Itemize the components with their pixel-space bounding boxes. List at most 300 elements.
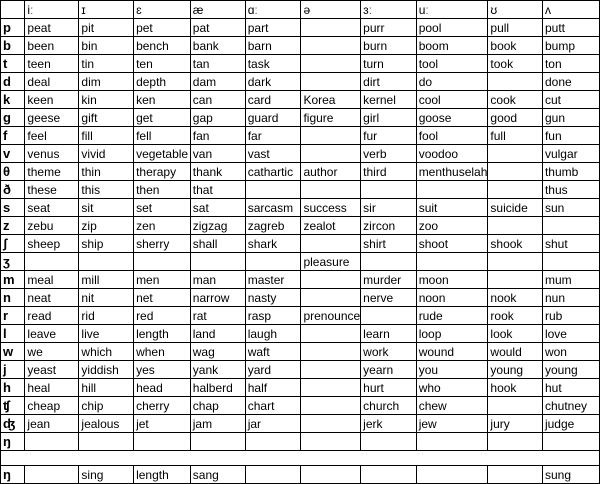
word-cell[interactable] — [488, 433, 543, 451]
word-cell[interactable] — [301, 379, 361, 397]
word-cell[interactable]: goose — [416, 109, 488, 127]
word-cell[interactable] — [301, 415, 361, 433]
word-cell[interactable]: rub — [542, 307, 599, 325]
word-cell[interactable]: yank — [190, 361, 245, 379]
consonant-row — [1, 19, 600, 37]
word-cell[interactable] — [542, 217, 599, 235]
word-cell[interactable]: love — [542, 325, 599, 343]
spacer-cell — [134, 451, 191, 466]
word-cell[interactable]: third — [361, 163, 417, 181]
word-cell[interactable] — [488, 145, 543, 163]
word-cell[interactable]: good — [488, 109, 543, 127]
word-cell[interactable]: jew — [416, 415, 488, 433]
consonant-label: m — [1, 271, 25, 289]
spacer-cell — [361, 451, 417, 466]
word-cell[interactable] — [190, 253, 245, 271]
word-cell[interactable]: chew — [416, 397, 488, 415]
word-cell[interactable]: ken — [134, 91, 191, 109]
word-cell[interactable] — [301, 271, 361, 289]
consonant-label: ʃ — [1, 235, 25, 253]
word-cell[interactable]: zagreb — [245, 217, 301, 235]
word-cell[interactable]: waft — [245, 343, 301, 361]
consonant-label: ʒ — [1, 253, 25, 271]
word-cell[interactable]: gift — [79, 109, 134, 127]
word-cell[interactable]: pet — [134, 19, 191, 37]
word-cell[interactable]: do — [416, 73, 488, 91]
word-cell[interactable]: that — [190, 181, 245, 199]
word-cell[interactable]: zip — [79, 217, 134, 235]
word-cell[interactable]: laugh — [245, 325, 301, 343]
consonant-label: s — [1, 199, 25, 217]
consonant-row — [1, 145, 600, 163]
word-cell[interactable]: zoo — [416, 217, 488, 235]
word-cell[interactable]: card — [245, 91, 301, 109]
word-cell[interactable]: nook — [488, 289, 543, 307]
word-cell[interactable] — [25, 253, 79, 271]
word-cell[interactable] — [542, 433, 599, 451]
word-cell[interactable]: thin — [79, 163, 134, 181]
consonant-label: n — [1, 289, 25, 307]
word-cell[interactable]: hook — [488, 379, 543, 397]
word-cell[interactable]: fun — [542, 127, 599, 145]
word-cell[interactable]: noon — [416, 289, 488, 307]
word-cell[interactable]: ten — [134, 55, 191, 73]
consonant-label: l — [1, 325, 25, 343]
word-cell[interactable]: pit — [79, 19, 134, 37]
word-cell[interactable]: zebu — [25, 217, 79, 235]
consonant-row — [1, 73, 600, 91]
consonant-row — [1, 433, 600, 451]
word-cell[interactable]: shut — [542, 235, 599, 253]
word-cell[interactable]: jam — [190, 415, 245, 433]
consonant-row — [1, 397, 600, 415]
consonant-row — [1, 343, 600, 361]
word-cell[interactable] — [488, 73, 543, 91]
word-cell[interactable]: won — [542, 343, 599, 361]
corner-cell — [1, 1, 25, 19]
word-cell[interactable]: length — [134, 325, 191, 343]
word-cell[interactable]: book — [488, 37, 543, 55]
word-cell[interactable]: sang — [190, 466, 245, 484]
word-cell[interactable]: yearn — [361, 361, 417, 379]
word-cell[interactable]: neat — [25, 289, 79, 307]
word-cell[interactable]: pool — [416, 19, 488, 37]
word-cell[interactable]: loop — [416, 325, 488, 343]
word-cell[interactable] — [488, 181, 543, 199]
word-cell[interactable]: rude — [416, 307, 488, 325]
word-cell[interactable]: van — [190, 145, 245, 163]
word-cell[interactable]: dirt — [361, 73, 417, 91]
word-cell[interactable]: putt — [542, 19, 599, 37]
word-cell[interactable]: fan — [190, 127, 245, 145]
word-cell[interactable] — [361, 307, 417, 325]
word-cell[interactable]: tan — [190, 55, 245, 73]
word-cell[interactable]: yard — [245, 361, 301, 379]
consonant-label: f — [1, 127, 25, 145]
consonant-label: ʧ — [1, 397, 25, 415]
word-cell[interactable]: guard — [245, 109, 301, 127]
consonant-label: r — [1, 307, 25, 325]
word-cell[interactable]: tin — [79, 55, 134, 73]
word-cell[interactable] — [488, 253, 543, 271]
word-cell[interactable] — [79, 433, 134, 451]
consonant-row — [1, 163, 600, 181]
word-cell[interactable]: turn — [361, 55, 417, 73]
word-cell[interactable] — [301, 37, 361, 55]
vowel-header: iː — [25, 1, 79, 19]
word-cell[interactable]: mill — [79, 271, 134, 289]
word-cell[interactable]: figure — [301, 109, 361, 127]
consonant-row — [1, 325, 600, 343]
word-cell[interactable]: sun — [542, 199, 599, 217]
word-cell[interactable]: author — [301, 163, 361, 181]
word-cell[interactable] — [301, 127, 361, 145]
word-cell[interactable]: vegetable — [134, 145, 191, 163]
word-cell[interactable]: pleasure — [301, 253, 361, 271]
word-cell[interactable]: peat — [25, 19, 79, 37]
word-cell[interactable]: get — [134, 109, 191, 127]
consonant-label: b — [1, 37, 25, 55]
word-cell[interactable]: shook — [488, 235, 543, 253]
word-cell[interactable] — [488, 217, 543, 235]
word-cell[interactable] — [301, 145, 361, 163]
word-cell[interactable]: jar — [245, 415, 301, 433]
word-cell[interactable]: thank — [190, 163, 245, 181]
word-cell[interactable]: would — [488, 343, 543, 361]
consonant-label: ŋ — [1, 466, 25, 484]
word-cell[interactable] — [301, 19, 361, 37]
word-cell[interactable] — [190, 433, 245, 451]
word-cell[interactable]: took — [488, 55, 543, 73]
word-cell[interactable] — [25, 466, 79, 484]
word-cell[interactable]: man — [190, 271, 245, 289]
consonant-row — [1, 91, 600, 109]
word-cell[interactable]: far — [245, 127, 301, 145]
word-cell[interactable] — [301, 55, 361, 73]
word-cell[interactable]: set — [134, 199, 191, 217]
word-cell[interactable]: sung — [542, 466, 599, 484]
word-cell[interactable]: voodoo — [416, 145, 488, 163]
word-cell[interactable]: keen — [25, 91, 79, 109]
word-cell[interactable] — [416, 181, 488, 199]
word-cell[interactable]: suicide — [488, 199, 543, 217]
word-cell[interactable]: thus — [542, 181, 599, 199]
word-cell[interactable]: success — [301, 199, 361, 217]
word-cell[interactable]: dam — [190, 73, 245, 91]
word-cell[interactable]: vast — [245, 145, 301, 163]
word-cell[interactable]: halberd — [190, 379, 245, 397]
word-cell[interactable]: chart — [245, 397, 301, 415]
word-cell[interactable]: full — [488, 127, 543, 145]
vowel-header: ə — [301, 1, 361, 19]
word-cell[interactable]: jet — [134, 415, 191, 433]
word-cell[interactable] — [25, 433, 79, 451]
word-cell[interactable]: these — [25, 181, 79, 199]
word-cell[interactable]: land — [190, 325, 245, 343]
word-cell[interactable]: length — [134, 466, 191, 484]
word-cell[interactable]: which — [79, 343, 134, 361]
spacer-cell — [245, 451, 301, 466]
spacer-cell — [190, 451, 245, 466]
word-cell[interactable] — [301, 361, 361, 379]
word-cell[interactable]: bin — [79, 37, 134, 55]
word-cell[interactable]: sat — [190, 199, 245, 217]
word-cell[interactable]: girl — [361, 109, 417, 127]
word-cell[interactable]: nit — [79, 289, 134, 307]
word-cell[interactable]: seat — [25, 199, 79, 217]
word-cell[interactable]: nerve — [361, 289, 417, 307]
word-cell[interactable]: meal — [25, 271, 79, 289]
word-cell[interactable] — [134, 433, 191, 451]
word-cell[interactable] — [245, 181, 301, 199]
word-cell[interactable]: half — [245, 379, 301, 397]
word-cell[interactable]: murder — [361, 271, 417, 289]
word-cell[interactable]: rook — [488, 307, 543, 325]
consonant-label: ŋ — [1, 433, 25, 451]
word-cell[interactable]: kin — [79, 91, 134, 109]
word-cell[interactable]: church — [361, 397, 417, 415]
word-cell[interactable]: jerk — [361, 415, 417, 433]
word-cell[interactable] — [134, 253, 191, 271]
word-cell[interactable]: narrow — [190, 289, 245, 307]
word-cell[interactable]: rid — [79, 307, 134, 325]
word-cell[interactable]: dim — [79, 73, 134, 91]
word-cell[interactable]: barn — [245, 37, 301, 55]
word-cell[interactable]: moon — [416, 271, 488, 289]
word-cell[interactable]: nun — [542, 289, 599, 307]
word-cell[interactable]: geese — [25, 109, 79, 127]
spacer-cell — [542, 451, 599, 466]
word-cell[interactable]: shall — [190, 235, 245, 253]
word-cell[interactable]: fool — [416, 127, 488, 145]
word-cell[interactable]: shark — [245, 235, 301, 253]
consonant-row — [1, 466, 600, 484]
word-cell[interactable]: dark — [245, 73, 301, 91]
word-cell[interactable]: live — [79, 325, 134, 343]
word-cell[interactable] — [301, 289, 361, 307]
word-cell[interactable]: fur — [361, 127, 417, 145]
word-cell[interactable]: boom — [416, 37, 488, 55]
word-cell[interactable]: cool — [416, 91, 488, 109]
word-cell[interactable]: sing — [79, 466, 134, 484]
word-cell[interactable] — [488, 397, 543, 415]
word-cell[interactable]: judge — [542, 415, 599, 433]
word-cell[interactable] — [361, 466, 417, 484]
word-cell[interactable]: cherry — [134, 397, 191, 415]
word-cell[interactable]: sir — [361, 199, 417, 217]
word-cell[interactable] — [361, 433, 417, 451]
word-cell[interactable]: zircon — [361, 217, 417, 235]
word-cell[interactable] — [245, 466, 301, 484]
word-cell[interactable]: who — [416, 379, 488, 397]
consonant-row — [1, 361, 600, 379]
word-cell[interactable]: gun — [542, 109, 599, 127]
word-cell[interactable]: zen — [134, 217, 191, 235]
vowel-header: ʊ — [488, 1, 543, 19]
word-cell[interactable]: purr — [361, 19, 417, 37]
word-cell[interactable]: head — [134, 379, 191, 397]
word-cell[interactable]: sarcasm — [245, 199, 301, 217]
word-cell[interactable] — [416, 253, 488, 271]
word-cell[interactable]: part — [245, 19, 301, 37]
word-cell[interactable]: hut — [542, 379, 599, 397]
word-cell[interactable]: pat — [190, 19, 245, 37]
word-cell[interactable]: shirt — [361, 235, 417, 253]
word-cell[interactable]: kernel — [361, 91, 417, 109]
consonant-label: t — [1, 55, 25, 73]
word-cell[interactable]: yiddish — [79, 361, 134, 379]
word-cell[interactable]: hurt — [361, 379, 417, 397]
word-cell[interactable]: tool — [416, 55, 488, 73]
word-cell[interactable]: sheep — [25, 235, 79, 253]
word-cell[interactable] — [301, 397, 361, 415]
word-cell[interactable]: theme — [25, 163, 79, 181]
word-cell[interactable]: nasty — [245, 289, 301, 307]
consonant-row — [1, 127, 600, 145]
word-cell[interactable]: burn — [361, 37, 417, 55]
word-cell[interactable] — [245, 433, 301, 451]
word-cell[interactable]: menthuselah — [416, 163, 488, 181]
consonant-label: ɡ — [1, 109, 25, 127]
word-cell[interactable]: zealot — [301, 217, 361, 235]
word-cell[interactable]: thumb — [542, 163, 599, 181]
word-cell[interactable] — [245, 253, 301, 271]
word-cell[interactable]: cathartic — [245, 163, 301, 181]
word-cell[interactable] — [416, 466, 488, 484]
word-cell[interactable]: work — [361, 343, 417, 361]
word-cell[interactable]: red — [134, 307, 191, 325]
word-cell[interactable]: you — [416, 361, 488, 379]
word-cell[interactable]: bank — [190, 37, 245, 55]
spacer-cell — [79, 451, 134, 466]
word-cell[interactable] — [361, 181, 417, 199]
word-cell[interactable]: master — [245, 271, 301, 289]
consonant-row — [1, 235, 600, 253]
vowel-header: ʌ — [542, 1, 599, 19]
word-cell[interactable]: vulgar — [542, 145, 599, 163]
word-cell[interactable]: cheap — [25, 397, 79, 415]
word-cell[interactable]: bench — [134, 37, 191, 55]
word-cell[interactable]: look — [488, 325, 543, 343]
word-cell[interactable]: yeast — [25, 361, 79, 379]
word-cell[interactable]: teen — [25, 55, 79, 73]
word-cell[interactable]: this — [79, 181, 134, 199]
word-cell[interactable]: rat — [190, 307, 245, 325]
consonant-label: h — [1, 379, 25, 397]
word-cell[interactable] — [79, 253, 134, 271]
word-cell[interactable]: heal — [25, 379, 79, 397]
word-cell[interactable]: jealous — [79, 415, 134, 433]
word-cell[interactable]: hill — [79, 379, 134, 397]
vowel-header: æ — [190, 1, 245, 19]
consonant-row — [1, 253, 600, 271]
word-cell[interactable]: cook — [488, 91, 543, 109]
word-cell[interactable] — [301, 433, 361, 451]
word-cell[interactable] — [301, 466, 361, 484]
word-cell[interactable] — [301, 325, 361, 343]
word-cell[interactable] — [301, 343, 361, 361]
word-cell[interactable]: wag — [190, 343, 245, 361]
vowel-header-row — [1, 1, 600, 19]
word-cell[interactable]: Korea — [301, 91, 361, 109]
word-cell[interactable]: ship — [79, 235, 134, 253]
word-cell[interactable] — [361, 253, 417, 271]
word-cell[interactable]: feel — [25, 127, 79, 145]
word-cell[interactable]: wound — [416, 343, 488, 361]
consonant-row — [1, 217, 600, 235]
word-cell[interactable] — [488, 163, 543, 181]
word-cell[interactable] — [301, 235, 361, 253]
word-cell[interactable]: venus — [25, 145, 79, 163]
word-cell[interactable]: leave — [25, 325, 79, 343]
word-cell[interactable]: we — [25, 343, 79, 361]
word-cell[interactable]: net — [134, 289, 191, 307]
word-cell[interactable]: read — [25, 307, 79, 325]
word-cell[interactable]: deal — [25, 73, 79, 91]
word-cell[interactable]: chip — [79, 397, 134, 415]
word-cell[interactable]: young — [542, 361, 599, 379]
word-cell[interactable]: suit — [416, 199, 488, 217]
word-cell[interactable]: men — [134, 271, 191, 289]
grid-body — [1, 19, 600, 484]
word-cell[interactable]: mum — [542, 271, 599, 289]
word-cell[interactable]: chap — [190, 397, 245, 415]
word-cell[interactable]: can — [190, 91, 245, 109]
word-cell[interactable]: young — [488, 361, 543, 379]
word-cell[interactable]: vivid — [79, 145, 134, 163]
word-cell[interactable] — [301, 73, 361, 91]
word-cell[interactable]: pull — [488, 19, 543, 37]
word-cell[interactable]: learn — [361, 325, 417, 343]
word-cell[interactable]: then — [134, 181, 191, 199]
consonant-label: k — [1, 91, 25, 109]
word-cell[interactable]: done — [542, 73, 599, 91]
word-cell[interactable]: ton — [542, 55, 599, 73]
word-cell[interactable] — [488, 466, 543, 484]
word-cell[interactable]: sit — [79, 199, 134, 217]
consonant-label: z — [1, 217, 25, 235]
word-cell[interactable] — [301, 181, 361, 199]
word-cell[interactable]: rasp — [245, 307, 301, 325]
word-cell[interactable]: yes — [134, 361, 191, 379]
word-cell[interactable]: zigzag — [190, 217, 245, 235]
word-cell[interactable]: bump — [542, 37, 599, 55]
word-cell[interactable]: therapy — [134, 163, 191, 181]
word-cell[interactable]: prenounce — [301, 307, 361, 325]
word-cell[interactable]: gap — [190, 109, 245, 127]
word-cell[interactable]: depth — [134, 73, 191, 91]
consonant-row — [1, 379, 600, 397]
word-cell[interactable] — [542, 253, 599, 271]
word-cell[interactable]: when — [134, 343, 191, 361]
word-cell[interactable] — [488, 271, 543, 289]
word-cell[interactable]: jury — [488, 415, 543, 433]
consonant-label: d — [1, 73, 25, 91]
word-cell[interactable]: shoot — [416, 235, 488, 253]
word-cell[interactable]: sherry — [134, 235, 191, 253]
word-cell[interactable]: been — [25, 37, 79, 55]
word-cell[interactable]: fill — [79, 127, 134, 145]
consonant-row — [1, 271, 600, 289]
word-cell[interactable]: chutney — [542, 397, 599, 415]
word-cell[interactable]: jean — [25, 415, 79, 433]
word-cell[interactable]: fell — [134, 127, 191, 145]
consonant-row — [1, 37, 600, 55]
word-cell[interactable]: task — [245, 55, 301, 73]
word-cell[interactable]: cut — [542, 91, 599, 109]
word-cell[interactable]: verb — [361, 145, 417, 163]
word-cell[interactable] — [416, 433, 488, 451]
